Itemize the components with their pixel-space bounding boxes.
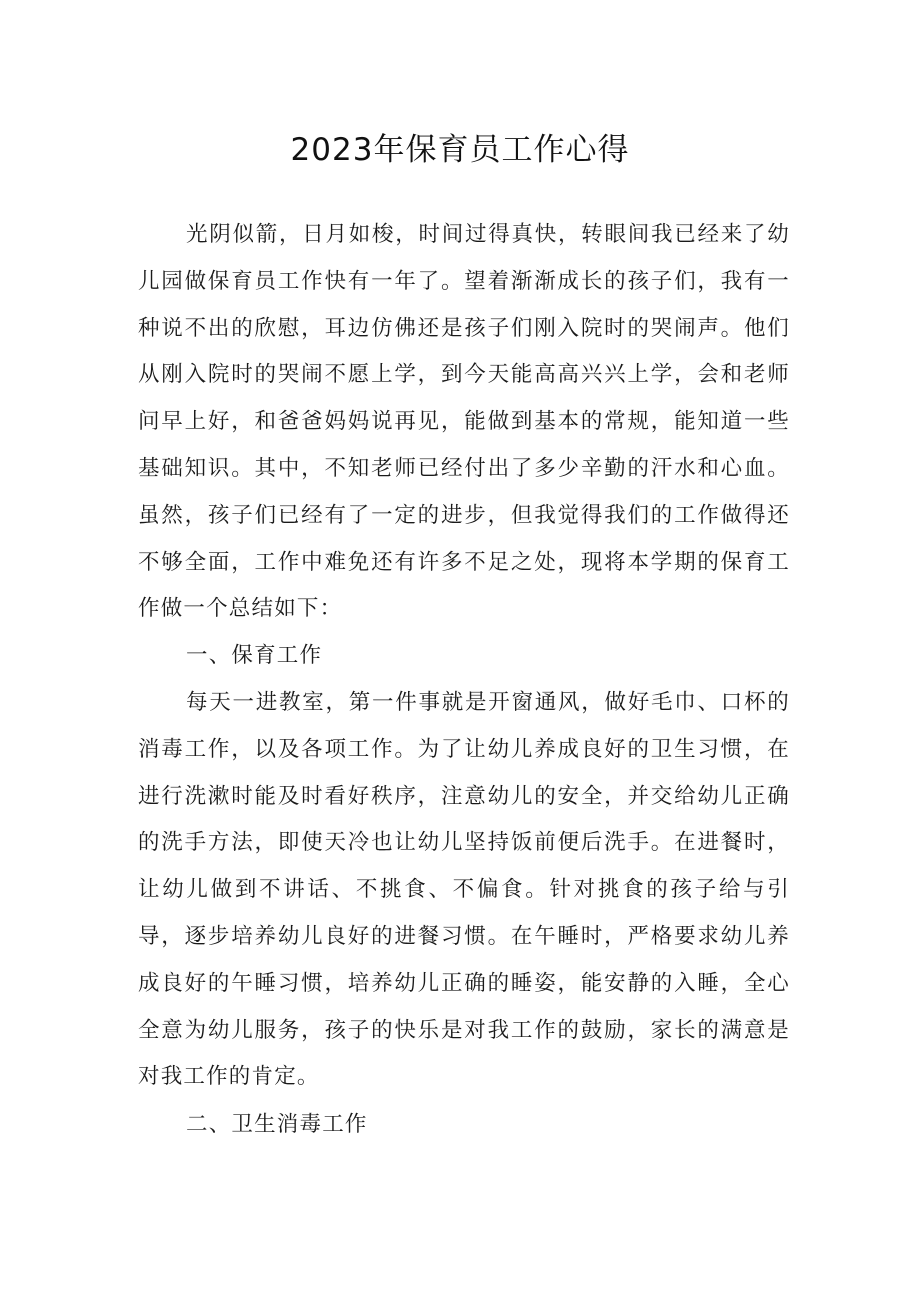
section-2-heading: 二、卫生消毒工作 [186, 1112, 368, 1137]
intro-paragraph: 光阴似箭，日月如梭，时间过得真快，转眼间我已经来了幼儿园做保育员工作快有一年了。望着渐渐成长的孩子们，我有一种说不出的欣慰，耳边仿佛还是孩子们刚入院时的哭闹声。他们从刚入院时的哭闹不愿上学，到今天能高高兴兴上学，会和老师问早上好，和爸爸妈妈说再见，能做到基本的常规，能知道一些基础知识。其中，不知老师已经付出了多少辛勤的汗水和心血。虽然，孩子们已经有了一定的进步，但我觉得我们的工作做得还不够全面，工作中难免还有许多不足之处，现将本学期的保育工作做一个总结如下： [138, 222, 790, 622]
section-1-paragraph: 每天一进教室，第一件事就是开窗通风，做好毛巾、口杯的消毒工作，以及各项工作。为了让幼儿养成良好的卫生习惯，在进行洗漱时能及时看好秩序，注意幼儿的安全，并交给幼儿正确的洗手方法，即使天冷也让幼儿坚持饭前便后洗手。在进餐时，让幼儿做到不讲话、不挑食、不偏食。针对挑食的孩子给与引导，逐步培养幼儿良好的进餐习惯。在午睡时，严格要求幼儿养成良好的午睡习惯，培养幼儿正确的睡姿，能安静的入睡，全心全意为幼儿服务，孩子的快乐是对我工作的鼓励，家长的满意是对我工作的肯定。 [138, 690, 790, 1090]
document-title: 2023年保育员工作心得 [290, 132, 630, 168]
section-1-heading: 一、保育工作 [186, 643, 323, 668]
